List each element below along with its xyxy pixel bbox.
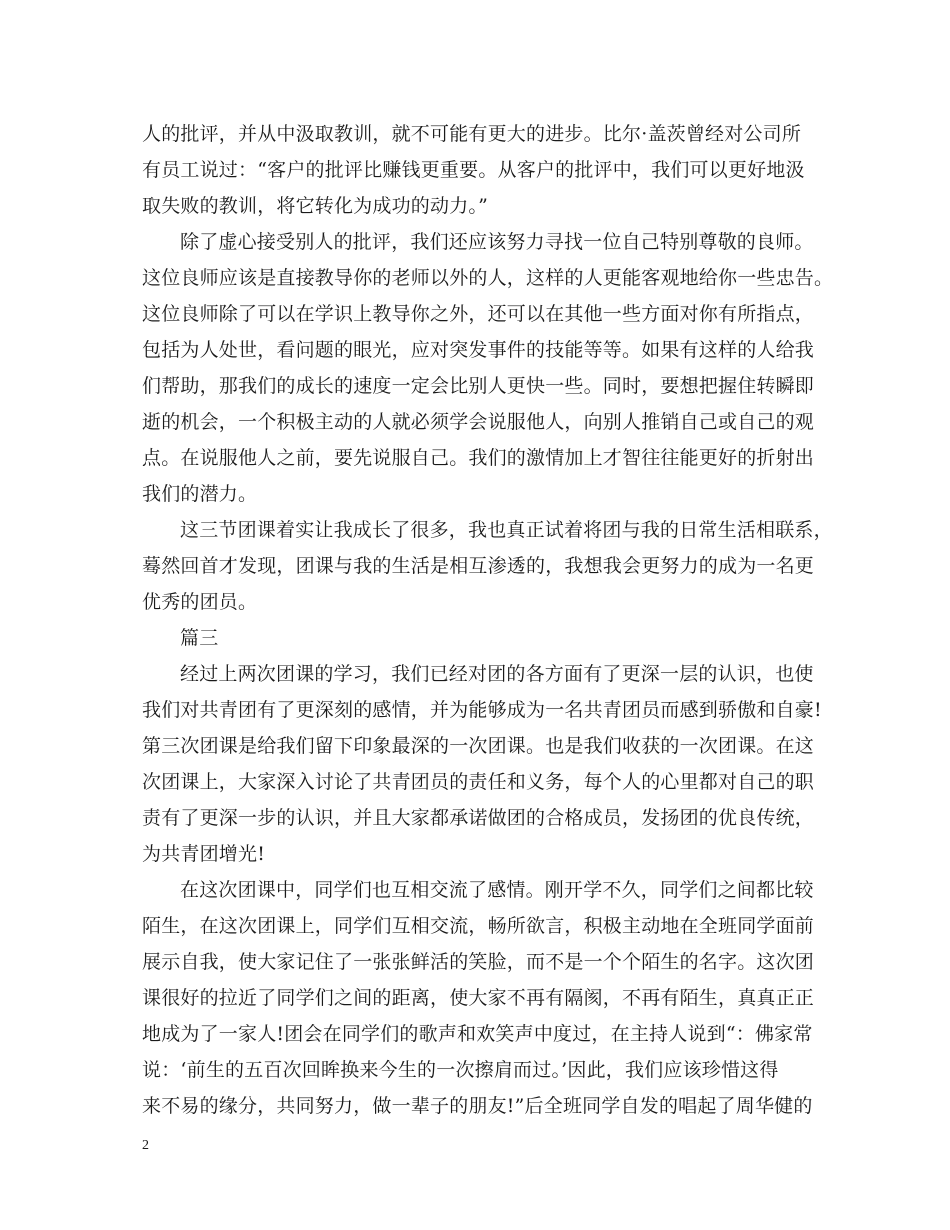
text-line: 说：‘前生的五百次回眸换来今生的一次擦肩而过。’因此，我们应该珍惜这得 xyxy=(142,1059,779,1081)
text-line: 为共青团增光! xyxy=(142,843,266,865)
text-line: 有员工说过：“客户的批评比赚钱更重要。从客户的批评中，我们可以更好地汲 xyxy=(142,159,805,181)
text-line: 包括为人处世，看问题的眼光，应对突发事件的技能等等。如果有这样的人给我 xyxy=(142,339,815,361)
text-line: 逝的机会，一个积极主动的人就必须学会说服他人，向别人推销自己或自己的观 xyxy=(142,411,815,433)
text-line: 优秀的团员。 xyxy=(142,591,258,613)
page-number: 2 xyxy=(142,1138,149,1153)
text-line: 除了虚心接受别人的批评，我们还应该努力寻找一位自己特别尊敬的良师。 xyxy=(180,231,814,253)
text-line: 次团课上，大家深入讨论了共青团员的责任和义务，每个人的心里都对自己的职 xyxy=(142,771,815,793)
text-line: 蓦然回首才发现，团课与我的生活是相互渗透的，我想我会更努力的成为一名更 xyxy=(142,555,815,577)
text-line: 展示自我，使大家记住了一张张鲜活的笑脸，而不是一个个陌生的名字。这次团 xyxy=(142,951,815,973)
text-line: 陌生，在这次团课上，同学们互相交流，畅所欲言，积极主动地在全班同学面前 xyxy=(142,915,815,937)
text-line: 第三次团课是给我们留下印象最深的一次团课。也是我们收获的一次团课。在这 xyxy=(142,735,815,757)
text-line: 点。在说服他人之前，要先说服自己。我们的激情加上才智往往能更好的折射出 xyxy=(142,447,815,469)
text-line: 我们对共青团有了更深刻的感情，并为能够成为一名共青团员而感到骄傲和自豪! xyxy=(142,699,822,721)
text-line: 我们的潜力。 xyxy=(142,483,258,505)
body-text xyxy=(142,116,834,1124)
text-line: 经过上两次团课的学习，我们已经对团的各方面有了更深一层的认识，也使 xyxy=(180,663,814,685)
text-line: 取失败的教训，将它转化为成功的动力。” xyxy=(142,195,489,217)
text-line: 们帮助，那我们的成长的速度一定会比别人更快一些。同时，要想把握住转瞬即 xyxy=(142,375,815,397)
text-line: 篇三 xyxy=(180,627,219,649)
text-line: 地成为了一家人!团会在同学们的歌声和欢笑声中度过，在主持人说到“：佛家常 xyxy=(142,1023,813,1045)
text-line: 这位良师除了可以在学识上教导你之外，还可以在其他一些方面对你有所指点， xyxy=(142,303,815,325)
text-line: 在这次团课中，同学们也互相交流了感情。刚开学不久，同学们之间都比较 xyxy=(180,879,814,901)
text-line: 这三节团课着实让我成长了很多，我也真正试着将团与我的日常生活相联系， xyxy=(180,519,833,541)
text-line: 课很好的拉近了同学们之间的距离，使大家不再有隔阂，不再有陌生，真真正正 xyxy=(142,987,815,1009)
text-line: 人的批评，并从中汲取教训，就不可能有更大的进步。比尔·盖茨曾经对公司所 xyxy=(142,123,802,145)
text-line: 来不易的缘分，共同努力，做一辈子的朋友!”后全班同学自发的唱起了周华健的 xyxy=(142,1095,813,1117)
text-line: 责有了更深一步的认识，并且大家都承诺做团的合格成员，发扬团的优良传统， xyxy=(142,807,815,829)
text-line: 这位良师应该是直接教导你的老师以外的人，这样的人更能客观地给你一些忠告。 xyxy=(142,267,834,289)
